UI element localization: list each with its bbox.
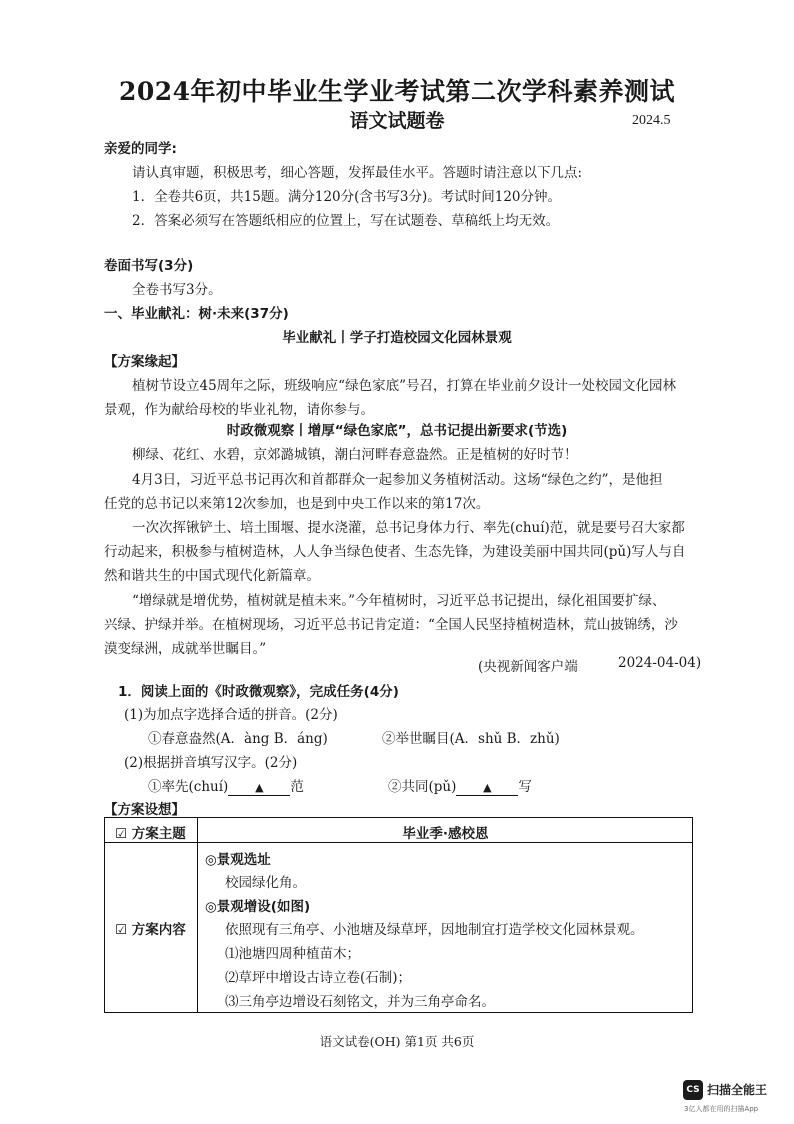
exam-title: 2024年初中毕业生学业考试第二次学科素养测试: [118, 77, 676, 106]
origin-line-1: 植树节设立45周年之际，班级响应“绿色家底”号召，打算在毕业前夕设计一处校园文化园林: [132, 378, 676, 394]
plan-content-label: ☑ 方案内容: [115, 922, 186, 938]
handwriting-text: 全卷书写3分。: [132, 282, 222, 298]
origin-label: 【方案缘起】: [104, 354, 185, 370]
article-line: “增绿就是增优势，植树就是植未来。”今年植树时，习近平总书记提出，绿化祖国要扩绿、: [132, 593, 666, 609]
plan-item: ⑶三角亭边增设石刻铭文，并为三角亭命名。: [225, 994, 495, 1010]
exam-date: 2024.5: [632, 113, 671, 128]
notice-greeting: 亲爱的同学:: [104, 141, 177, 157]
camscanner-logo-icon: CS: [683, 1080, 703, 1100]
handwriting-heading: 卷面书写(3分): [104, 258, 194, 274]
site-heading: ◎景观选址: [205, 852, 271, 868]
plan-theme-label: ☑ 方案主题: [115, 826, 186, 842]
blank-marker-icon: ▲: [255, 781, 264, 794]
section-1-heading: 一、毕业献礼：树·未来(37分): [104, 306, 289, 322]
plan-label: 【方案设想】: [104, 802, 185, 818]
camscanner-name: 扫描全能王: [707, 1083, 768, 1097]
article-source-date: 2024-04-04): [618, 655, 702, 671]
camscanner-tagline: 3亿人都在用的扫描App: [684, 1105, 759, 1113]
add-heading: ◎景观增设(如图): [205, 899, 311, 915]
table-divider: [105, 842, 692, 843]
article-line: 一次次挥锹铲土、培土围堰、提水浇灌，总书记身体力行、率先(chuí)范，就是要号召大家都: [132, 520, 685, 536]
origin-line-2: 景观，作为献给母校的毕业礼物，请你参与。: [104, 402, 374, 418]
answer-blank-1[interactable]: [228, 779, 290, 796]
question-1-sub-2-b-suffix: 写: [518, 779, 532, 795]
answer-blank-2[interactable]: [456, 779, 518, 796]
question-1-sub-1-b: ②举世瞩目(A．shǔ B．zhǔ): [382, 731, 560, 747]
blank-marker-icon: ▲: [483, 781, 492, 794]
article-line: 4月3日，习近平总书记再次和首都群众一起参加义务植树活动。这场“绿色之约”，是他担: [132, 472, 663, 488]
plan-item: ⑴池塘四周种植苗木；: [225, 946, 360, 962]
article-line: 任党的总书记以来第12次参加，也是到中央工作以来的第17次。: [104, 496, 490, 512]
question-1-sub-1-a: ①春意盎然(A．àng B．áng): [148, 731, 328, 747]
article-source: (央视新闻客户端: [478, 659, 578, 675]
plan-theme-value: 毕业季·感校恩: [402, 826, 489, 842]
table-divider: [197, 818, 198, 1012]
notice-intro: 请认真审题，积极思考，细心答题，发挥最佳水平。答题时请注意以下几点:: [132, 165, 583, 181]
article-line: 漠变绿洲，成就举世瞩目。”: [104, 641, 267, 657]
page-footer: 语文试卷(OH) 第1页 共6页: [319, 1034, 475, 1049]
site-text: 校园绿化角。: [225, 875, 306, 891]
question-1-sub-2-b: [388, 775, 532, 796]
notice-item-1: 1．全卷共6页，共15题。满分120分(含书写3分)。考试时间120分钟。: [132, 189, 562, 205]
article-line: 然和谐共生的中国式现代化新篇章。: [104, 568, 320, 584]
question-1-stem: 1．阅读上面的《时政微观察》，完成任务(4分): [118, 684, 399, 700]
plan-item: ⑵草坪中增设古诗立卷(石制)；: [225, 970, 412, 986]
article-line: 柳绿、花红、水碧，京郊潞城镇，潮白河畔春意盎然。正是植树的好时节！: [132, 447, 578, 463]
question-1-sub-2-a-suffix: 范: [290, 779, 304, 795]
section-1-banner: 毕业献礼丨学子打造校园文化园林景观: [282, 330, 512, 346]
add-text: 依照现有三角亭、小池塘及绿草坪，因地制宜打造学校文化园林景观。: [225, 922, 644, 938]
plan-table: [104, 817, 693, 1013]
question-1-sub-2: (2)根据拼音填写汉字。(2分): [124, 755, 298, 771]
question-1-sub-2-b-prefix: ②共同(pǔ): [388, 779, 457, 795]
article-headline: 时政微观察丨增厚“绿色家底”，总书记提出新要求(节选): [226, 423, 568, 439]
exam-subtitle: 语文试题卷: [349, 110, 445, 132]
article-line: 行动起来，积极参与植树造林，人人争当绿色使者、生态先锋，为建设美丽中国共同(pǔ)写人与自: [104, 544, 686, 560]
question-1-sub-2-a: [148, 775, 304, 796]
notice-item-2: 2．答案必须写在答题纸相应的位置上，写在试题卷、草稿纸上均无效。: [132, 213, 560, 229]
article-line: 兴绿、护绿并举。在植树现场，习近平总书记肯定道：“全国人民坚持植树造林，荒山披锦绣，沙: [104, 617, 678, 633]
question-1-sub-2-a-prefix: ①率先(chuí): [148, 779, 229, 795]
question-1-sub-1: (1)为加点字选择合适的拼音。(2分): [124, 707, 338, 723]
